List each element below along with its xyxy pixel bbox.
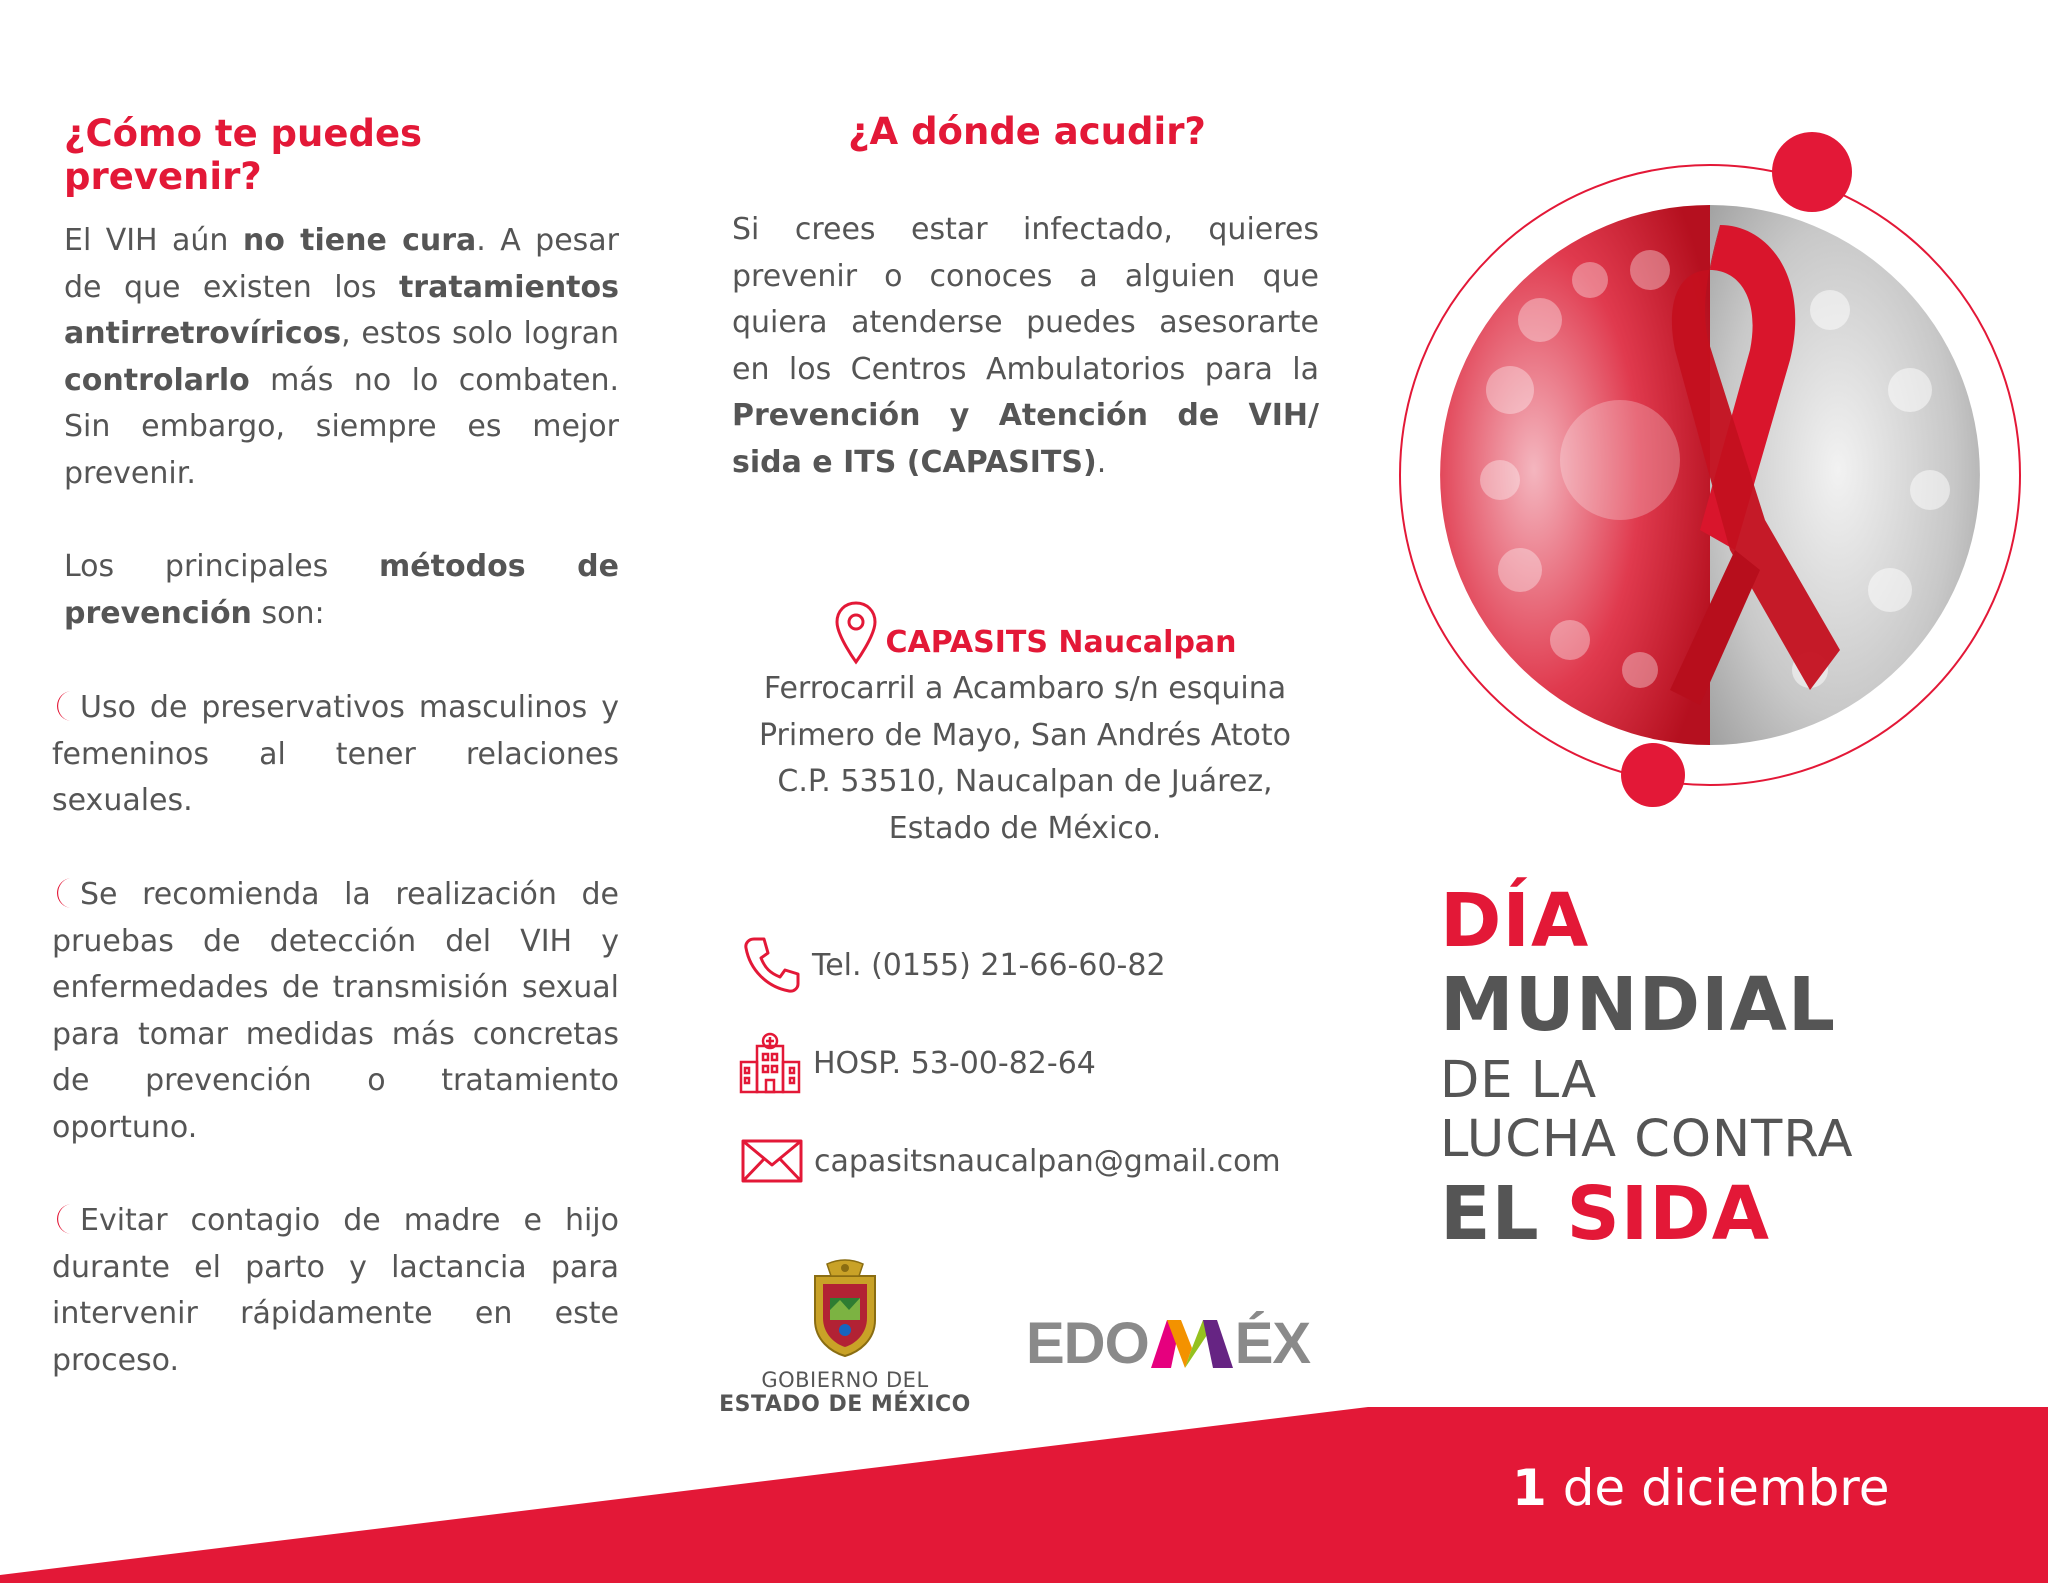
title-de-la: DE LA	[1440, 1051, 1598, 1110]
bullet-text: Se recomienda la realización de pruebas de detección del VIH y enfermedades de transmisión sexual para tomar medidas más concretas de prevención o tratamiento oportuno.	[52, 877, 619, 1145]
email-row	[740, 1138, 1281, 1184]
phone-row	[742, 935, 1166, 995]
hospital-text[interactable]: HOSP. 53-00-82-64	[813, 1045, 1096, 1081]
text-run: son:	[251, 595, 325, 631]
title-dia: DÍA	[1440, 878, 1590, 964]
text-run: El VIH aún	[64, 223, 243, 258]
accent-dot-bottom	[1621, 743, 1685, 807]
prevention-intro	[64, 218, 619, 497]
text-run: Si crees estar infectado, quieres prevenir o conoces a alguien que quiera atenderse puedes asesorarte en los Centros Ambulatorios para la	[732, 212, 1319, 387]
bold-run: tratamientos antirretrovíricos	[64, 269, 619, 351]
ribbon-illustration	[1390, 130, 2030, 810]
bullet-item	[52, 685, 619, 825]
text-run: más no lo combaten. Sin embargo, siempre es mejor prevenir.	[64, 362, 619, 491]
bullet-item	[52, 872, 619, 1151]
text-run: Los principales	[64, 549, 380, 584]
cover-title	[1440, 878, 2020, 1258]
address-line: Estado de México.	[888, 810, 1162, 846]
clinic-block	[700, 600, 1350, 852]
address-line: Ferrocarril a Acambaro s/n esquina	[763, 671, 1287, 706]
clinic-name: CAPASITS Naucalpan	[885, 625, 1237, 660]
bold-run: Prevención y Atención de VIH/ sida e ITS (CAPASITS)	[732, 398, 1319, 480]
gov-line-2: ESTADO DE MÉXICO	[719, 1392, 971, 1417]
title-el-sida	[1440, 1171, 2020, 1258]
crescent-bullet-icon	[52, 1202, 78, 1236]
bullet-text: Evitar contagio de madre e hijo durante el parto y lactancia para intervenir rápidamente en este proceso.	[52, 1203, 619, 1378]
title-sida: SIDA	[1566, 1171, 1770, 1258]
date-number: 1	[1512, 1459, 1547, 1517]
accent-dot-top	[1772, 132, 1852, 212]
prevention-heading: ¿Cómo te puedes prevenir?	[64, 112, 423, 198]
event-date	[1512, 1458, 1890, 1518]
email-text[interactable]: capasitsnaucalpan@gmail.com	[814, 1143, 1281, 1179]
address-line: Primero de Mayo, San Andrés Atoto	[758, 717, 1292, 753]
phone-icon	[742, 935, 802, 995]
title-mundial: MUNDIAL	[1440, 962, 1837, 1048]
title-el: EL	[1440, 1171, 1540, 1258]
text-run: . A pesar de que existen los	[64, 223, 620, 305]
edomex-right: ÉX	[1234, 1311, 1311, 1376]
methods-intro	[64, 544, 619, 637]
where-paragraph	[732, 207, 1319, 486]
where-heading: ¿A dónde acudir?	[848, 110, 1206, 153]
bullet-item	[52, 1198, 619, 1384]
coat-of-arms-icon	[797, 1258, 893, 1360]
text-run: .	[1096, 444, 1107, 480]
bold-run: no tiene cura	[242, 223, 477, 258]
edomex-logo	[1026, 1310, 1310, 1377]
gov-line-1: GOBIERNO DEL	[761, 1368, 929, 1392]
bullet-text: Uso de preservativos masculinos y femeninos al tener relaciones sexuales.	[52, 690, 619, 818]
location-pin-icon	[833, 600, 879, 666]
mail-icon	[740, 1138, 804, 1184]
text-run: , estos solo logran	[341, 316, 619, 351]
bold-run: controlarlo	[64, 362, 250, 398]
address-line: C.P. 53510, Naucalpan de Juárez,	[777, 764, 1273, 799]
gov-logo	[700, 1258, 990, 1417]
phone-text[interactable]: Tel. (0155) 21-66-60-82	[812, 947, 1166, 983]
crescent-bullet-icon	[52, 876, 78, 910]
hospital-row	[737, 1032, 1096, 1094]
address	[700, 666, 1350, 852]
hospital-icon	[737, 1032, 803, 1094]
bold-run: métodos de prevención	[64, 549, 620, 631]
title-lucha: LUCHA CONTRA	[1440, 1109, 1854, 1169]
edomex-left: EDO	[1026, 1311, 1149, 1376]
date-text: de diciembre	[1546, 1459, 1890, 1517]
edomex-m-icon	[1151, 1320, 1233, 1368]
crescent-bullet-icon	[52, 689, 78, 723]
